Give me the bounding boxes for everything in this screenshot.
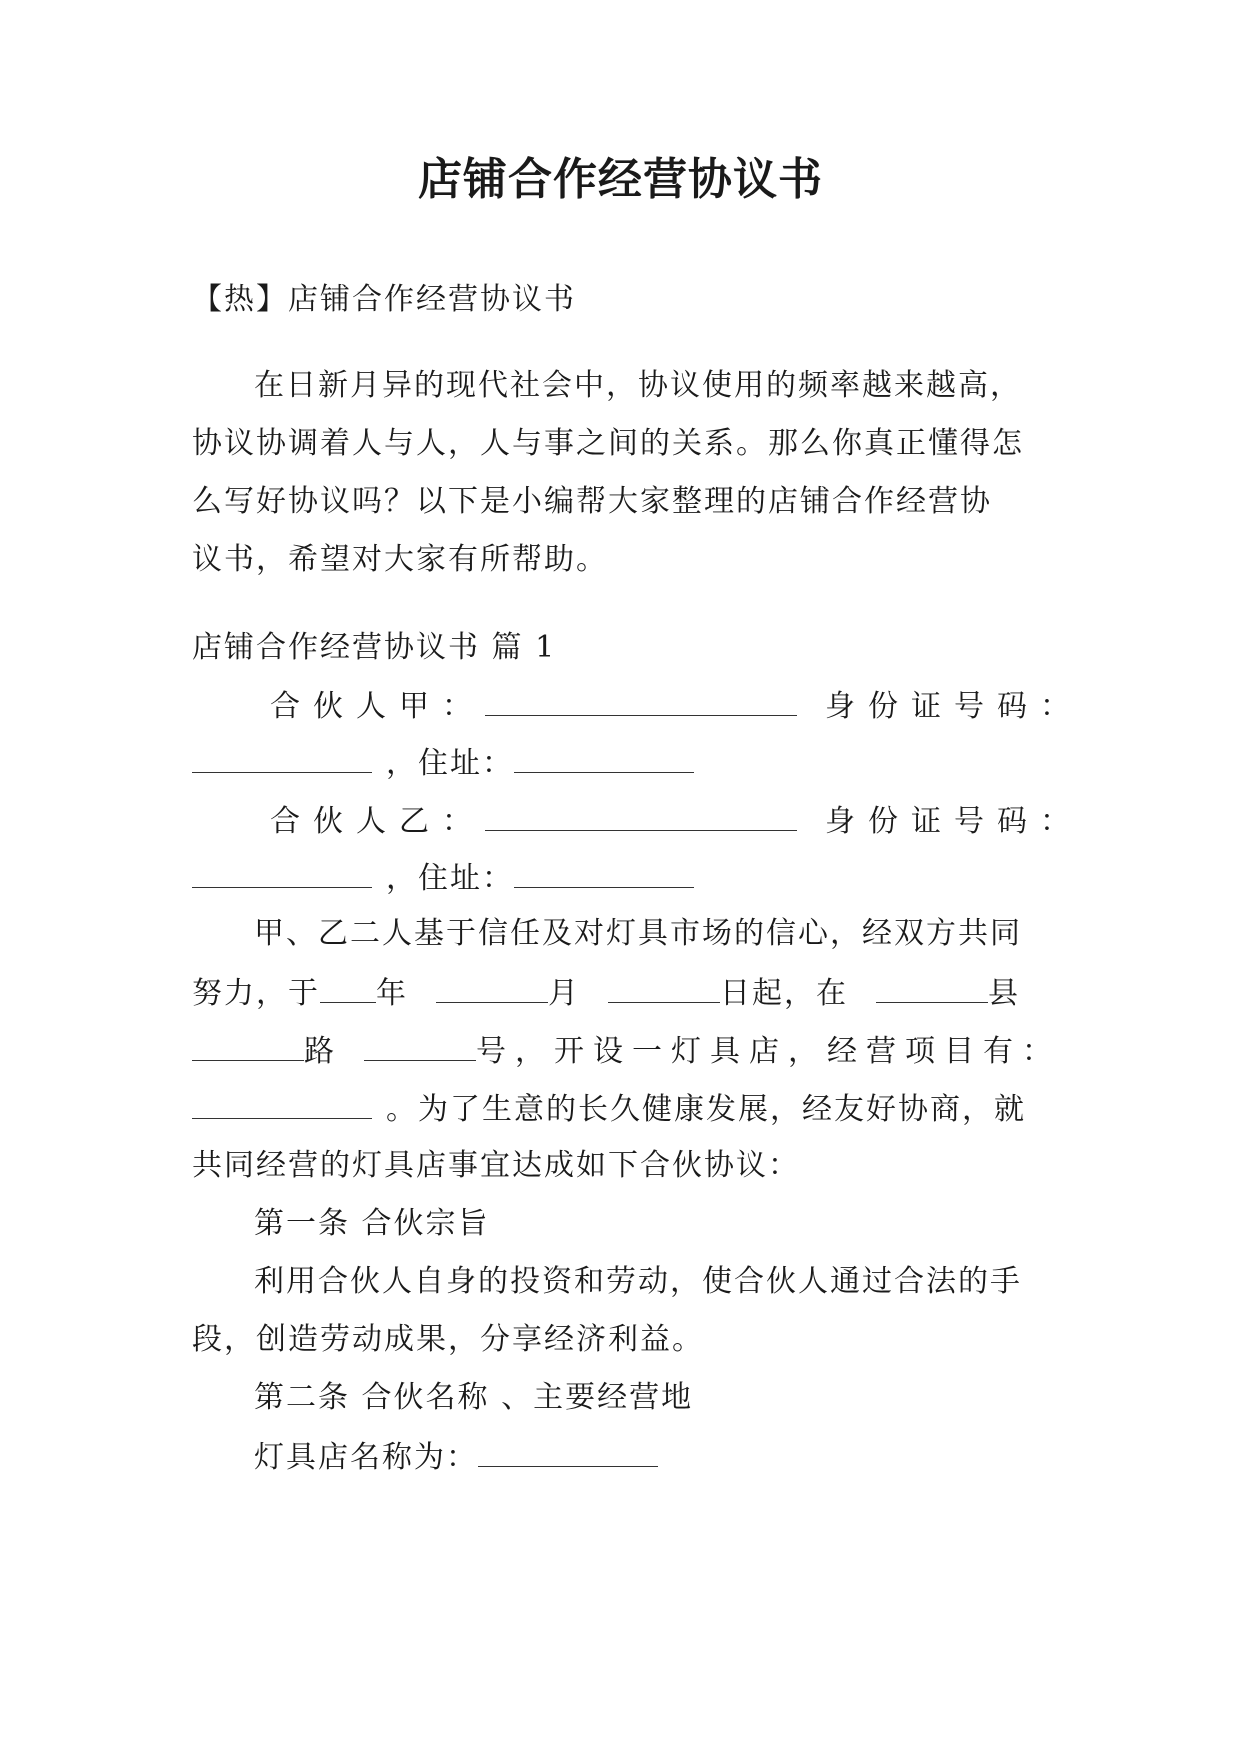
preamble-line-3: [192, 1030, 1062, 1072]
section-heading: 店铺合作经营协议书 篇 1: [192, 630, 557, 665]
preamble-line-2-start: 努力，于: [192, 976, 320, 1011]
article-2-heading: 第二条 合伙名称 、主要经营地: [254, 1380, 694, 1415]
number-label: 号，开设一灯具店，经营项目有：: [476, 1034, 1061, 1069]
day-blank: [608, 972, 720, 1003]
road-blank: [192, 1030, 304, 1061]
preamble-line-4-text: 。为了生意的长久健康发展，经友好协商，就: [386, 1092, 1026, 1127]
partner-a-address-label: ，住址：: [386, 746, 514, 781]
intro-line-2: 协议协调着人与人，人与事之间的关系。那么你真正懂得怎: [192, 426, 1024, 461]
partner-b-address-blank: [514, 857, 694, 888]
partner-a-id-blank: [192, 742, 372, 773]
shop-name-blank: [478, 1436, 658, 1467]
partner-b-address-row: [192, 857, 1062, 899]
document-title: 店铺合作经营协议书: [418, 154, 823, 205]
article-1-body-line-2: 段，创造劳动成果，分享经济利益。: [192, 1322, 704, 1357]
road-label: 路: [304, 1034, 336, 1069]
year-label: 年: [376, 976, 408, 1011]
article-1-heading: 第一条 合伙宗旨: [254, 1206, 490, 1241]
business-items-blank: [192, 1088, 372, 1119]
partner-b-row: [270, 800, 1083, 842]
partner-a-id-label: 身份证号码：: [825, 689, 1083, 724]
partner-a-address-blank: [514, 742, 694, 773]
shop-name-label: 灯具店名称为：: [254, 1440, 478, 1475]
month-label: 月: [548, 976, 580, 1011]
county-blank: [876, 972, 988, 1003]
preamble-line-5: 共同经营的灯具店事宜达成如下合伙协议：: [192, 1148, 800, 1183]
partner-a-address-row: [192, 742, 1062, 784]
preamble-line-4: [192, 1088, 1062, 1130]
partner-b-name-blank: [485, 800, 797, 831]
day-label: 日起，在: [720, 976, 848, 1011]
intro-line-1: 在日新月异的现代社会中，协议使用的频率越来越高，: [254, 368, 1022, 403]
preamble-line-2: [192, 972, 1062, 1014]
number-blank: [364, 1030, 476, 1061]
county-label: 县: [988, 976, 1020, 1011]
year-blank: [320, 972, 376, 1003]
intro-line-4: 议书，希望对大家有所帮助。: [192, 542, 608, 577]
shop-name-row: [254, 1436, 1064, 1478]
month-blank: [436, 972, 548, 1003]
preamble-line-1: 甲、乙二人基于信任及对灯具市场的信心，经双方共同: [254, 916, 1022, 951]
partner-b-id-blank: [192, 857, 372, 888]
intro-line-3: 么写好协议吗？以下是小编帮大家整理的店铺合作经营协: [192, 484, 992, 519]
partner-a-name-blank: [485, 685, 797, 716]
partner-a-label: 合伙人甲：: [270, 689, 485, 724]
partner-b-id-label: 身份证号码：: [825, 804, 1083, 839]
partner-a-row: [270, 685, 1083, 727]
partner-b-label: 合伙人乙：: [270, 804, 485, 839]
partner-b-address-label: ，住址：: [386, 861, 514, 896]
document-subtitle: 【热】店铺合作经营协议书: [192, 282, 576, 317]
article-1-body-line-1: 利用合伙人自身的投资和劳动，使合伙人通过合法的手: [254, 1264, 1022, 1299]
